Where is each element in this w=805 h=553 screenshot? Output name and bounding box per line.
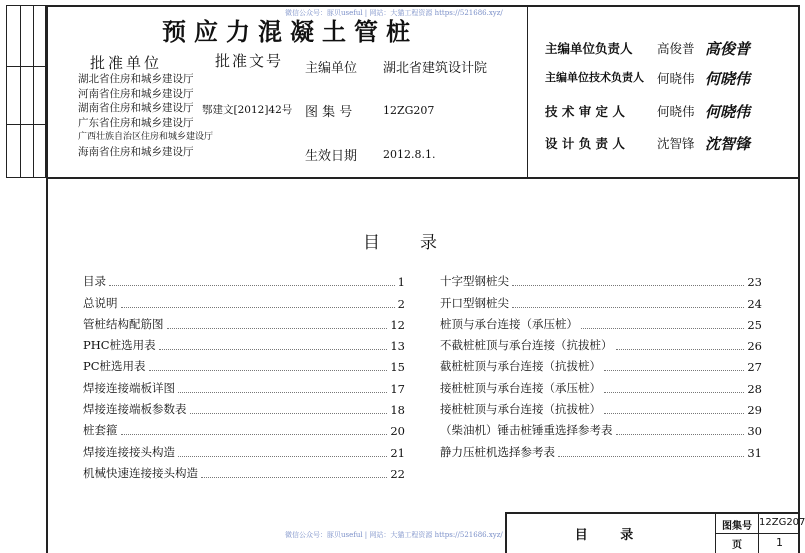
toc-entry[interactable]: [440, 311, 762, 332]
toc-entry-page: 25: [747, 317, 762, 332]
toc-entry[interactable]: [83, 268, 405, 289]
leader-dots: [581, 328, 744, 329]
approval-doc-no: 鄂建文[2012]42号: [202, 104, 293, 116]
date-label: 生效日期: [305, 149, 358, 164]
toc-entry[interactable]: [440, 332, 762, 353]
toc-entry-title: 机械快速连接接头构造: [83, 465, 198, 480]
toc-entry[interactable]: [440, 374, 762, 395]
person-name: 何晓伟: [657, 104, 695, 119]
person-name: 高俊普: [657, 41, 695, 56]
toc-entry-title: 桩套箍: [83, 423, 118, 438]
toc-entry-title: 目录: [83, 274, 106, 289]
toc-entry-page: 1: [397, 275, 405, 290]
effective-date: 2012.8.1.: [383, 148, 436, 161]
toc-entry-title: 焊接连接端板详图: [83, 380, 175, 395]
toc-entry-page: 27: [747, 360, 762, 375]
toc-entry-title: 十字型钢桩尖: [440, 274, 509, 289]
toc-entry-page: 24: [747, 296, 762, 311]
leader-dots: [121, 434, 388, 435]
editor-label: 主编单位: [305, 61, 358, 76]
toc-entry[interactable]: [83, 311, 405, 332]
leader-dots: [201, 477, 387, 478]
toc-entry[interactable]: [83, 289, 405, 310]
header-bottom: [46, 177, 800, 179]
signature-strip: [6, 5, 46, 178]
toc-entry-title: 接桩桩顶与承台连接（抗拔桩）: [440, 402, 601, 417]
signature: 何晓伟: [705, 70, 751, 88]
frame-top: [46, 5, 800, 7]
leader-dots: [512, 285, 744, 286]
page-label: 页: [732, 540, 742, 551]
leader-dots: [616, 349, 745, 350]
toc-entry-page: 13: [390, 339, 405, 354]
toc-heading: 目录: [363, 233, 477, 253]
toc-entry[interactable]: [83, 460, 405, 481]
atlas-number-tb: 12ZG207: [759, 517, 805, 528]
toc-entry[interactable]: [83, 353, 405, 374]
approval-unit-label: 批准单位: [90, 54, 163, 72]
toc-entry-page: 30: [747, 424, 762, 439]
leader-dots: [178, 456, 387, 457]
toc-entry-page: 17: [390, 381, 405, 396]
atlas-number: 12ZG207: [383, 104, 435, 117]
toc-entry-title: 焊接连接接头构造: [83, 444, 175, 459]
title-block: [505, 512, 805, 553]
editor: 湖北省建筑设计院: [383, 61, 488, 76]
leader-dots: [121, 307, 395, 308]
toc-entry[interactable]: [440, 353, 762, 374]
person-name: 沈智锋: [657, 136, 695, 151]
leader-dots: [604, 392, 744, 393]
leader-dots: [190, 413, 388, 414]
toc-entry-page: 23: [747, 275, 762, 290]
toc-entry-title: 接桩桩顶与承台连接（承压桩）: [440, 380, 601, 395]
role: 技 术 审 定 人: [545, 104, 625, 119]
toc-entry[interactable]: [440, 417, 762, 438]
toc-right-column: [440, 268, 762, 460]
leader-dots: [167, 328, 388, 329]
frame-left: [46, 5, 48, 553]
toc-entry[interactable]: [83, 374, 405, 395]
toc-entry[interactable]: [440, 289, 762, 310]
toc-entry-page: 26: [747, 339, 762, 354]
person-name: 何晓伟: [657, 71, 695, 86]
toc-entry-page: 2: [397, 296, 405, 311]
atlas-label-tb: 图集号: [722, 521, 752, 532]
toc-entry-title: PC桩选用表: [83, 359, 146, 374]
toc-entry[interactable]: [83, 438, 405, 459]
toc-entry-page: 21: [390, 445, 405, 460]
signature: 何晓伟: [705, 103, 751, 121]
title-block-name: 目 录: [574, 528, 648, 543]
toc-entry[interactable]: [440, 396, 762, 417]
toc-entry-title: PHC桩选用表: [83, 338, 156, 353]
approval-units: 湖北省住房和城乡建设厅 河南省住房和城乡建设厅 湖南省住房和城乡建设厅 广东省住房和城乡建设厅 广西壮族自治区住房和城乡建设厅 海南省住房和城乡建设厅: [78, 73, 214, 158]
toc-entry[interactable]: [83, 417, 405, 438]
toc-entry-title: 截桩桩顶与承台连接（抗拔桩）: [440, 359, 601, 374]
approval-doc-label: 批准文号: [215, 52, 284, 70]
frame-right: [798, 5, 800, 553]
toc-entry-page: 31: [747, 445, 762, 460]
toc-entry[interactable]: [440, 438, 762, 459]
watermark-bottom: 微信公众号：豚贝useful | 网站：大猫工程资源 https://521686.xyz/: [285, 531, 503, 539]
toc-entry-title: 静力压桩机选择参考表: [440, 444, 555, 459]
toc-entry[interactable]: [83, 396, 405, 417]
leader-dots: [604, 370, 744, 371]
watermark: 微信公众号：豚贝useful | 网站：大猫工程资源 https://521686.xyz/: [285, 9, 503, 17]
toc-left-column: [83, 268, 405, 481]
page-number: 1: [776, 536, 783, 549]
atlas-label: 图 集 号: [305, 105, 353, 120]
header-divider: [527, 5, 528, 178]
role: 主编单位技术负责人: [545, 71, 644, 84]
toc-entry-title: （柴油机）锤击桩锤重选择参考表: [440, 423, 613, 438]
toc-entry-title: 总说明: [83, 295, 118, 310]
leader-dots: [558, 456, 744, 457]
toc-entry-page: 15: [390, 360, 405, 375]
toc-entry[interactable]: [83, 332, 405, 353]
signature: 沈智锋: [705, 135, 751, 153]
leader-dots: [149, 370, 388, 371]
role: 设 计 负 责 人: [545, 136, 625, 151]
toc-entry[interactable]: [440, 268, 762, 289]
role: 主编单位负责人: [545, 41, 633, 56]
leader-dots: [604, 413, 744, 414]
toc-entry-page: 18: [390, 403, 405, 418]
toc-entry-page: 12: [390, 317, 405, 332]
toc-entry-title: 不截桩桩顶与承台连接（抗拔桩）: [440, 338, 613, 353]
page-title: 预应力混凝土管桩: [162, 18, 418, 46]
leader-dots: [512, 307, 744, 308]
leader-dots: [159, 349, 388, 350]
leader-dots: [109, 285, 395, 286]
toc-entry-title: 焊接连接端板参数表: [83, 402, 187, 417]
toc-entry-page: 20: [390, 424, 405, 439]
signature: 高俊普: [705, 40, 751, 58]
toc-entry-title: 管桩结构配筋图: [83, 316, 164, 331]
toc-entry-page: 28: [747, 381, 762, 396]
toc-entry-title: 开口型钢桩尖: [440, 295, 509, 310]
toc-entry-title: 桩顶与承台连接（承压桩）: [440, 316, 578, 331]
toc-entry-page: 29: [747, 403, 762, 418]
leader-dots: [178, 392, 387, 393]
toc-entry-page: 22: [390, 466, 405, 481]
leader-dots: [616, 434, 745, 435]
